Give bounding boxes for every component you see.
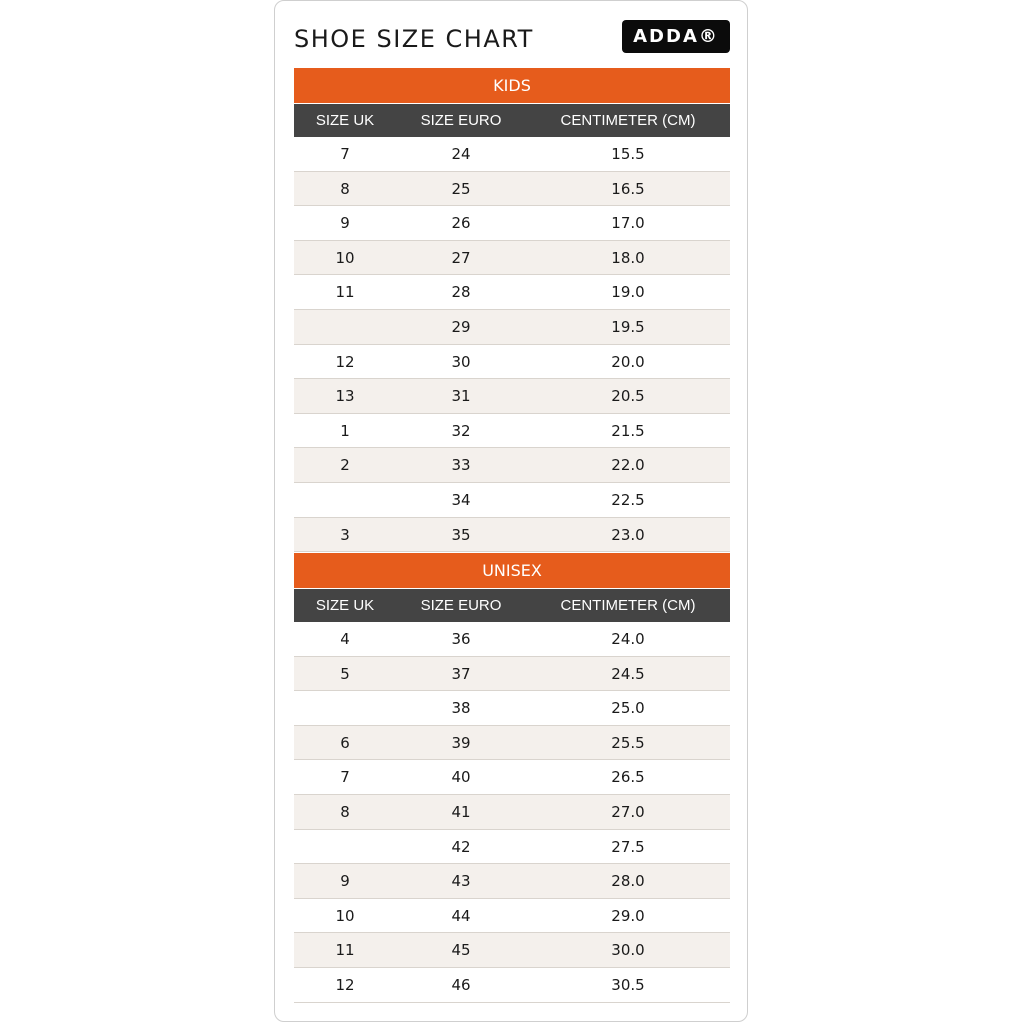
table-row bbox=[294, 933, 730, 968]
kids-section bbox=[294, 68, 730, 552]
kids-table-body bbox=[294, 137, 730, 552]
cell-size-uk: 10 bbox=[335, 906, 355, 925]
cell-size-euro: 34 bbox=[451, 490, 471, 509]
cell-size-euro: 40 bbox=[451, 768, 471, 787]
table-row bbox=[294, 657, 730, 692]
unisex-section bbox=[294, 553, 730, 1003]
cell-size-uk: 12 bbox=[335, 975, 355, 994]
table-row bbox=[294, 830, 730, 865]
cell-size-uk bbox=[294, 483, 396, 517]
table-row bbox=[294, 414, 730, 449]
cell-centimeter: 25.5 bbox=[611, 733, 645, 752]
cell-size-euro: 43 bbox=[451, 872, 471, 891]
cell-centimeter: 18.0 bbox=[611, 248, 645, 267]
cell-size-uk: 10 bbox=[335, 248, 355, 267]
cell-size-euro: 32 bbox=[451, 421, 471, 440]
cell-size-uk: 9 bbox=[340, 872, 350, 891]
cell-centimeter: 27.5 bbox=[611, 837, 645, 856]
cell-size-euro: 39 bbox=[451, 733, 471, 752]
cell-size-uk: 9 bbox=[340, 214, 350, 233]
table-row bbox=[294, 275, 730, 310]
cell-centimeter: 21.5 bbox=[611, 421, 645, 440]
column-header-size-euro: SIZE EURO bbox=[420, 112, 502, 129]
cell-centimeter: 20.5 bbox=[611, 387, 645, 406]
cell-size-uk: 1 bbox=[340, 421, 350, 440]
table-row bbox=[294, 518, 730, 553]
cell-centimeter: 19.0 bbox=[611, 283, 645, 302]
cell-size-uk: 7 bbox=[340, 768, 350, 787]
brand-logo: ADDA® bbox=[622, 20, 730, 53]
cell-size-euro: 44 bbox=[451, 906, 471, 925]
cell-size-uk: 7 bbox=[340, 145, 350, 163]
cell-centimeter: 27.0 bbox=[611, 802, 645, 821]
cell-centimeter: 24.0 bbox=[611, 630, 645, 648]
cell-size-euro: 33 bbox=[451, 456, 471, 475]
cell-centimeter: 15.5 bbox=[611, 145, 645, 163]
table-row bbox=[294, 137, 730, 172]
cell-centimeter: 29.0 bbox=[611, 906, 645, 925]
column-header-centimeter: CENTIMETER (CM) bbox=[560, 597, 696, 614]
cell-centimeter: 22.5 bbox=[611, 490, 645, 509]
table-row bbox=[294, 379, 730, 414]
table-row bbox=[294, 864, 730, 899]
unisex-table-body bbox=[294, 622, 730, 1003]
cell-size-euro: 31 bbox=[451, 387, 471, 406]
page-title: SHOE SIZE CHART bbox=[294, 25, 534, 53]
cell-centimeter: 16.5 bbox=[611, 179, 645, 198]
cell-size-euro: 42 bbox=[451, 837, 471, 856]
cell-size-euro: 26 bbox=[451, 214, 471, 233]
table-row bbox=[294, 691, 730, 726]
cell-size-euro: 24 bbox=[451, 145, 471, 163]
cell-size-uk: 2 bbox=[340, 456, 350, 475]
cell-size-uk: 5 bbox=[340, 664, 350, 683]
cell-centimeter: 19.5 bbox=[611, 317, 645, 336]
cell-centimeter: 22.0 bbox=[611, 456, 645, 475]
cell-size-euro: 45 bbox=[451, 941, 471, 960]
table-header-row bbox=[294, 104, 730, 137]
column-header-size-euro: SIZE EURO bbox=[420, 597, 502, 614]
cell-centimeter: 23.0 bbox=[611, 525, 645, 544]
cell-centimeter: 17.0 bbox=[611, 214, 645, 233]
cell-size-euro: 27 bbox=[451, 248, 471, 267]
table-row bbox=[294, 760, 730, 795]
cell-size-uk bbox=[294, 830, 396, 864]
table-row bbox=[294, 795, 730, 830]
table-row bbox=[294, 448, 730, 483]
cell-size-uk: 4 bbox=[340, 630, 350, 648]
cell-size-euro: 30 bbox=[451, 352, 471, 371]
column-header-size-uk: SIZE UK bbox=[315, 112, 375, 129]
cell-centimeter: 25.0 bbox=[611, 699, 645, 718]
cell-size-euro: 28 bbox=[451, 283, 471, 302]
cell-size-uk: 11 bbox=[335, 941, 355, 960]
table-row bbox=[294, 206, 730, 241]
cell-size-uk: 8 bbox=[340, 802, 350, 821]
table-row bbox=[294, 241, 730, 276]
column-header-size-uk: SIZE UK bbox=[315, 597, 375, 614]
table-row bbox=[294, 968, 730, 1003]
cell-centimeter: 20.0 bbox=[611, 352, 645, 371]
table-header-row bbox=[294, 589, 730, 622]
column-header-centimeter: CENTIMETER (CM) bbox=[560, 112, 696, 129]
cell-size-euro: 29 bbox=[451, 317, 471, 336]
section-title-unisex: UNISEX bbox=[294, 553, 730, 589]
cell-centimeter: 28.0 bbox=[611, 872, 645, 891]
cell-size-euro: 46 bbox=[451, 975, 471, 994]
cell-size-uk: 8 bbox=[340, 179, 350, 198]
cell-centimeter: 26.5 bbox=[611, 768, 645, 787]
cell-size-euro: 25 bbox=[451, 179, 471, 198]
cell-size-uk: 12 bbox=[335, 352, 355, 371]
cell-size-uk: 13 bbox=[335, 387, 355, 406]
cell-size-euro: 37 bbox=[451, 664, 471, 683]
cell-size-uk: 11 bbox=[335, 283, 355, 302]
table-row bbox=[294, 899, 730, 934]
table-row bbox=[294, 310, 730, 345]
table-row bbox=[294, 622, 730, 657]
cell-size-uk: 3 bbox=[340, 525, 350, 544]
cell-size-uk bbox=[294, 310, 396, 344]
cell-size-euro: 36 bbox=[451, 630, 471, 648]
cell-centimeter: 24.5 bbox=[611, 664, 645, 683]
cell-size-euro: 35 bbox=[451, 525, 471, 544]
table-row bbox=[294, 172, 730, 207]
table-row bbox=[294, 345, 730, 380]
cell-size-euro: 38 bbox=[451, 699, 471, 718]
cell-centimeter: 30.0 bbox=[611, 941, 645, 960]
cell-size-euro: 41 bbox=[451, 802, 471, 821]
cell-centimeter: 30.5 bbox=[611, 975, 645, 994]
cell-size-uk: 6 bbox=[340, 733, 350, 752]
cell-size-uk bbox=[294, 691, 396, 725]
table-row bbox=[294, 483, 730, 518]
table-row bbox=[294, 726, 730, 761]
section-title-kids: KIDS bbox=[294, 68, 730, 104]
